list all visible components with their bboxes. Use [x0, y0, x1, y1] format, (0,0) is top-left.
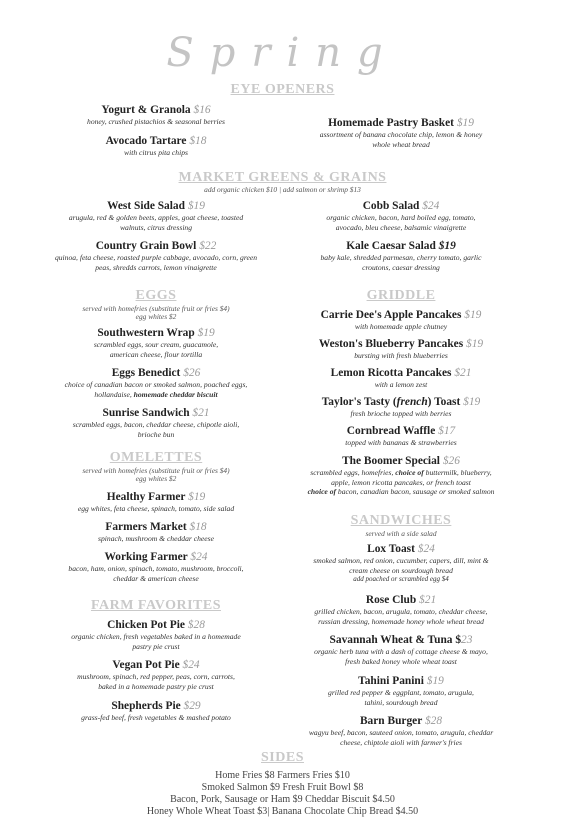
section-heading-sandwiches: SANDWICHES: [350, 513, 452, 528]
item-description: honey, crushed pistachios & seasonal berries: [87, 117, 225, 126]
item-price: $28: [424, 715, 443, 727]
sides-line: Honey Whole Wheat Toast $3| Banana Chocolate Chip Bread $4.50: [146, 806, 419, 817]
item-name: Healthy Farmer: [106, 491, 186, 503]
section-note: add organic chicken $10 | add salmon or shrimp $13: [204, 185, 361, 194]
item-name: Eggs Benedict: [111, 367, 181, 379]
item-description-bold: choice of: [307, 487, 337, 497]
item-price: $17: [438, 425, 456, 437]
item-description: bacon, ham, onion, spinach, tomato, mushroom, broccoli,: [68, 564, 244, 573]
item-description: apple, lemon ricotta pancakes, or french toast: [331, 477, 471, 487]
item-price: $19: [426, 675, 444, 687]
item-name: West Side Salad: [107, 200, 185, 212]
menu-item-savannah-tuna: [282, 634, 520, 666]
menu-item-vegan-pot-pie: [40, 659, 272, 691]
item-description: whole wheat bread: [372, 139, 430, 149]
section-heading-market-greens: MARKET GREENS & GRAINS: [178, 170, 387, 185]
item-name: Cobb Salad: [362, 200, 420, 212]
item-name: Chicken Pot Pie: [107, 619, 185, 631]
menu-item-taylors-toast: [282, 396, 520, 419]
item-description: organic herb tuna with a dash of cottage cheese & mayo,: [314, 647, 488, 656]
menu-item-rose-club: [282, 594, 520, 626]
item-price: $21: [192, 407, 210, 419]
item-description: arugula, red & golden beets, apples, goat cheese, toasted: [68, 213, 244, 222]
item-price: $18: [189, 521, 207, 533]
item-description: cheese, chiptole aioli with farmer's fries: [340, 737, 462, 747]
menu-item-sunrise-sandwich: [40, 407, 272, 439]
item-description-bold: homemade cheddar biscuit: [133, 389, 218, 399]
item-price: $21: [454, 367, 472, 379]
section-note: served with a side salad: [365, 529, 437, 538]
item-price: $24: [422, 200, 440, 212]
item-price: $19: [456, 117, 474, 129]
menu-item-tahini-panini: [282, 675, 520, 707]
section-note: served with homefries (substitute fruit or fries $4): [82, 304, 230, 313]
menu-item-southwestern-wrap: [40, 327, 272, 359]
menu-item-cornbread-waffle: [282, 425, 520, 448]
item-description: egg whites, feta cheese, spinach, tomato, side salad: [77, 504, 235, 513]
item-name: Homemade Pastry Basket: [328, 117, 454, 129]
item-description: peas, shredds carrots, lemon vinaigrette: [95, 262, 217, 272]
item-description: with homemade apple chutney: [354, 322, 448, 331]
item-name: Sunrise Sandwich: [102, 407, 190, 419]
item-description: bacon, canadian bacon, sausage or smoked salmon: [336, 487, 495, 497]
item-name: Barn Burger: [359, 715, 423, 727]
item-description: scrambled eggs, sour cream, guacamole,: [93, 340, 219, 349]
menu-item-shepherds-pie: [40, 700, 272, 723]
item-price: $26: [442, 455, 460, 467]
item-name: Tahini Panini: [358, 675, 424, 687]
item-description: hollandaise,: [94, 389, 134, 399]
menu-item-yogurt-granola: [40, 104, 272, 127]
section-heading-omelettes: OMELETTES: [109, 450, 203, 465]
item-price: $19: [464, 309, 482, 321]
item-description: avocado, bleu cheese, balsamic vinaigrette: [335, 222, 467, 232]
item-description: baby kale, shredded parmesan, cherry tomato, garlic: [320, 253, 482, 262]
item-description-bold: choice of: [395, 468, 424, 477]
item-description: grilled chicken, bacon, arugula, tomato, cheddar cheese,: [314, 607, 488, 616]
item-description: mushroom, spinach, red pepper, peas, corn, carrots,: [77, 672, 235, 681]
item-name: Shepherds Pie: [111, 700, 181, 712]
item-name: Savannah Wheat & Tuna: [329, 634, 453, 646]
menu-item-pastry-basket: [282, 117, 520, 149]
item-price: $24: [190, 551, 208, 563]
item-description: bursting with fresh blueberries: [354, 351, 448, 360]
item-description: organic chicken, fresh vegetables baked in a homemade: [71, 632, 241, 641]
section-heading-eggs: EGGS: [135, 288, 177, 303]
menu-item-weston-pancakes: [282, 338, 520, 361]
item-price: $28: [187, 619, 205, 631]
menu-item-west-side-salad: [40, 200, 272, 232]
item-name: Southwestern Wrap: [97, 327, 195, 339]
item-price: $24: [417, 543, 435, 555]
section-note: egg whites $2: [135, 474, 177, 483]
item-price: $24: [182, 659, 200, 671]
item-description: cream cheese on sourdough bread: [349, 565, 453, 575]
item-description: with a lemon zest: [374, 380, 428, 389]
item-price: $16: [193, 104, 211, 116]
item-price-symbol: $: [455, 634, 462, 646]
item-description: wagyu beef, bacon, sauteed onion, tomato, arugula, cheddar: [308, 728, 494, 737]
menu-item-kale-caesar: [282, 240, 520, 272]
item-description: tahini, sourdough bread: [364, 697, 438, 707]
item-name: Farmers Market: [105, 521, 187, 533]
section-heading-eye-openers: EYE OPENERS: [230, 82, 335, 97]
item-description: with citrus pita chips: [124, 148, 188, 157]
item-name: ) Toast: [427, 396, 461, 408]
item-description: fresh brioche topped with berries: [350, 409, 452, 418]
section-heading-farm-favorites: FARM FAVORITES: [90, 598, 221, 613]
item-name: Yogurt & Granola: [101, 104, 191, 116]
item-name: Weston's Blueberry Pancakes: [318, 338, 464, 350]
item-price: $22: [199, 240, 217, 252]
item-description: fresh baked honey whole wheat toast: [345, 656, 457, 666]
item-price: $19: [187, 200, 205, 212]
item-name: Lox Toast: [367, 543, 415, 555]
item-description: russian dressing, homemade honey whole wheat bread: [318, 616, 484, 626]
item-description: assortment of banana chocolate chip, lemon & honey: [319, 130, 483, 139]
item-name: Kale Caesar Salad: [346, 240, 436, 252]
item-price: $21: [419, 594, 437, 606]
menu-item-farmers-market: [40, 521, 272, 544]
item-description: american cheese, flour tortilla: [109, 349, 203, 359]
item-price: $19: [197, 327, 215, 339]
menu-item-avocado-tartare: [40, 135, 272, 158]
item-description: brioche bun: [137, 429, 175, 439]
item-description: baked in a homemade pastry pie crust: [98, 681, 214, 691]
sides-line: Bacon, Pork, Sausage or Ham $9 Cheddar Biscuit $4.50: [170, 794, 395, 805]
item-name: The Boomer Special: [342, 455, 440, 467]
item-description: organic chicken, bacon, hard boiled egg, tomato,: [326, 213, 476, 222]
menu-item-cobb-salad: [282, 200, 520, 232]
menu-item-working-farmer: [40, 551, 272, 583]
menu-item-barn-burger: [282, 715, 520, 747]
item-name: Avocado Tartare: [105, 135, 187, 147]
menu-item-chicken-pot-pie: [40, 619, 272, 651]
section-note: egg whites $2: [135, 312, 177, 321]
item-name: Working Farmer: [104, 551, 188, 563]
item-description: quinoa, feta cheese, roasted purple cabbage, avocado, corn, green: [54, 253, 258, 262]
sides-line: Home Fries $8 Farmers Fries $10: [215, 770, 350, 781]
item-description: pastry pie crust: [132, 641, 180, 651]
menu-item-eggs-benedict: [40, 367, 272, 399]
item-name: Vegan Pot Pie: [112, 659, 180, 671]
item-description: grilled red pepper & eggplant, tomato, arugula,: [328, 688, 474, 697]
item-description: spinach, mushroom & cheddar cheese: [98, 534, 214, 543]
menu-item-carrie-dee-pancakes: [282, 309, 520, 332]
item-price: $19: [466, 338, 484, 350]
item-description: scrambled eggs, bacon, cheddar cheese, chipotle aioli,: [72, 420, 240, 429]
item-description: grass-fed beef, fresh vegetables & mashed potato: [81, 713, 231, 722]
item-price: 23: [461, 634, 473, 646]
section-note: served with homefries (substitute fruit or fries $4): [82, 466, 230, 475]
item-description: scrambled eggs, homefries,: [310, 468, 396, 477]
item-name: Lemon Ricotta Pancakes: [330, 367, 452, 379]
item-name: Carrie Dee's Apple Pancakes: [320, 309, 462, 321]
item-price: $19: [438, 240, 456, 252]
item-description: cheddar & american cheese: [113, 573, 199, 583]
menu-item-healthy-farmer: [40, 491, 272, 514]
item-price: $19: [463, 396, 481, 408]
item-price: $29: [183, 700, 201, 712]
item-description: smoked salmon, red onion, cucumber, capers, dill, mint &: [313, 556, 489, 565]
item-name: Rose Club: [365, 594, 417, 606]
item-price: $18: [189, 135, 207, 147]
item-name: Cornbread Waffle: [346, 425, 436, 437]
menu-item-boomer-special: [282, 455, 520, 497]
item-name-italic: french: [396, 396, 428, 408]
menu-item-lox-toast: [282, 543, 520, 584]
item-description: choice of canadian bacon or smoked salmon, poached eggs,: [64, 380, 248, 389]
sides-line: Smoked Salmon $9 Fresh Fruit Bowl $8: [201, 782, 364, 793]
item-addon: add poached or scrambled egg $4: [353, 575, 449, 584]
item-name: Country Grain Bowl: [95, 240, 197, 252]
item-price: $19: [188, 491, 206, 503]
section-heading-griddle: GRIDDLE: [366, 288, 436, 303]
item-name: Taylor's Tasty (: [321, 396, 397, 408]
item-description: walnuts, citrus dressing: [119, 222, 193, 232]
item-description: croutons, caesar dressing: [362, 262, 440, 272]
menu-item-country-grain-bowl: [30, 240, 282, 272]
item-description: topped with bananas & strawberries: [345, 438, 457, 447]
menu-item-lemon-ricotta: [282, 367, 520, 390]
item-description: buttermilk, blueberry,: [423, 468, 492, 477]
item-price: $26: [183, 367, 201, 379]
menu-title: Spring: [166, 30, 399, 76]
section-heading-sides: SIDES: [261, 750, 304, 765]
